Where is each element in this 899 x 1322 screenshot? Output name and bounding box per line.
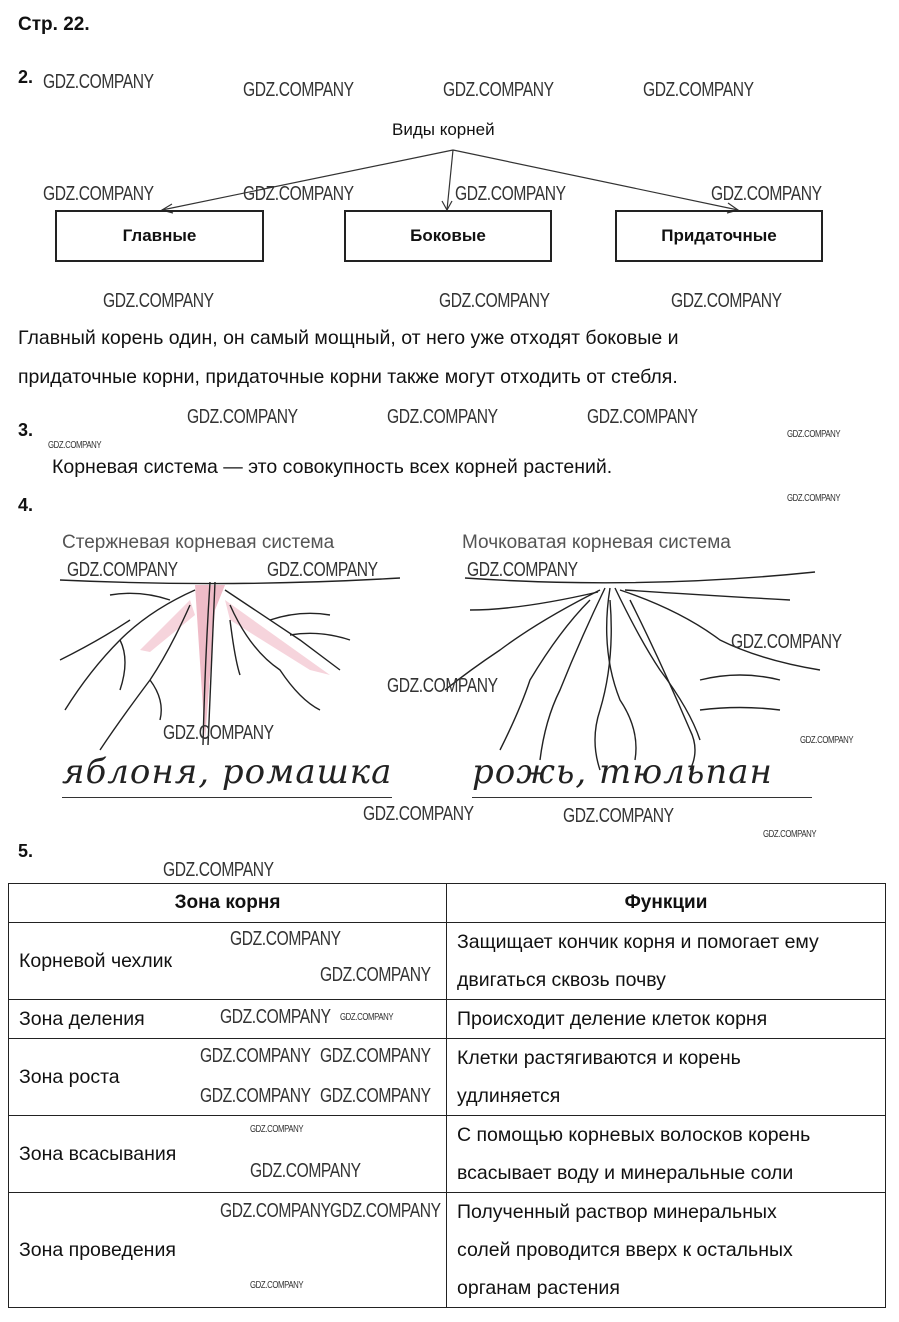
function-line: Происходит деление клеток корня (457, 1008, 768, 1030)
function-cell (447, 1039, 886, 1116)
box-lateral-roots (344, 210, 552, 262)
function-line: двигаться сквозь почву (457, 969, 666, 991)
fibrous-answer: рожь, тюльпан (472, 752, 773, 792)
task2-number: 2. (18, 67, 34, 87)
table-row (9, 923, 886, 1000)
watermark: GDZ.COMPANY (387, 675, 498, 697)
box-label: Боковые (410, 226, 486, 245)
watermark: GDZ.COMPANY (443, 79, 554, 101)
watermark: GDZ.COMPANY (250, 1280, 304, 1291)
table-row (9, 1039, 886, 1116)
page-label: Стр. 22. (18, 14, 90, 35)
function-line: удлиняется (457, 1085, 561, 1107)
watermark: GDZ.COMPANY (267, 559, 378, 581)
function-line: Полученный раствор минеральных (457, 1201, 777, 1223)
watermark: GDZ.COMPANY (800, 735, 854, 746)
watermark: GDZ.COMPANY (163, 859, 274, 881)
function-cell (447, 923, 886, 1000)
watermark: GDZ.COMPANY (320, 1085, 431, 1107)
function-line: С помощью корневых волосков корень (457, 1124, 811, 1146)
box-adventitious-roots (615, 210, 823, 262)
table-row (9, 1000, 886, 1039)
function-line: органам растения (457, 1277, 620, 1299)
box-label: Главные (122, 226, 197, 245)
watermark: GDZ.COMPANY (43, 71, 154, 93)
watermark: GDZ.COMPANY (587, 406, 698, 428)
function-cell (447, 1116, 886, 1193)
zone-cell: Зона всасывания (9, 1116, 447, 1193)
watermark: GDZ.COMPANY (671, 290, 782, 312)
watermark: GDZ.COMPANY (48, 440, 102, 451)
task4-number: 4. (18, 495, 34, 515)
zone-cell: Корневой чехлик (9, 923, 447, 1000)
header-function: Функции (447, 884, 886, 923)
function-line: Защищает кончик корня и помогает ему (457, 931, 819, 953)
watermark: GDZ.COMPANY (220, 1200, 331, 1222)
watermark: GDZ.COMPANY (250, 1124, 304, 1135)
watermark: GDZ.COMPANY (230, 928, 341, 950)
watermark: GDZ.COMPANY (340, 1012, 394, 1023)
task2-text-line: придаточные корни, придаточные корни также могут отходить от стебля. (18, 366, 678, 388)
diagram-title: Виды корней (392, 120, 495, 139)
answer-line (472, 797, 812, 798)
watermark: GDZ.COMPANY (455, 183, 566, 205)
fibrous-drawing (445, 572, 820, 770)
watermark: GDZ.COMPANY (67, 559, 178, 581)
box-main-roots (55, 210, 264, 262)
watermark: GDZ.COMPANY (330, 1200, 441, 1222)
fibrous-title: Мочковатая корневая система (462, 532, 731, 553)
table-row (9, 1193, 886, 1308)
watermark: GDZ.COMPANY (387, 406, 498, 428)
function-line: всасывает воду и минеральные соли (457, 1162, 794, 1184)
function-cell (447, 1000, 886, 1039)
watermark: GDZ.COMPANY (643, 79, 754, 101)
task3-text: Корневая система — это совокупность всех корней растений. (52, 456, 613, 478)
watermark: GDZ.COMPANY (103, 290, 214, 312)
task3-number: 3. (18, 420, 34, 440)
watermark: GDZ.COMPANY (163, 722, 274, 744)
zone-cell: Зона проведения (9, 1193, 447, 1308)
watermark: GDZ.COMPANY (250, 1160, 361, 1182)
root-zones-table (8, 883, 886, 1308)
function-cell (447, 1193, 886, 1308)
header-zone: Зона корня (9, 884, 447, 923)
watermark: GDZ.COMPANY (787, 429, 841, 440)
watermark: GDZ.COMPANY (763, 829, 817, 840)
watermark: GDZ.COMPANY (220, 1006, 331, 1028)
watermark: GDZ.COMPANY (200, 1085, 311, 1107)
watermark: GDZ.COMPANY (43, 183, 154, 205)
watermark: GDZ.COMPANY (731, 631, 842, 653)
box-label: Придаточные (661, 226, 777, 245)
watermark: GDZ.COMPANY (320, 1045, 431, 1067)
watermark: GDZ.COMPANY (439, 290, 550, 312)
watermark: GDZ.COMPANY (563, 805, 674, 827)
answer-line (62, 797, 392, 798)
watermark: GDZ.COMPANY (363, 803, 474, 825)
zone-cell: Зона деления (9, 1000, 447, 1039)
task2-text-line: Главный корень один, он самый мощный, от него уже отходят боковые и (18, 327, 679, 349)
zone-cell: Зона роста (9, 1039, 447, 1116)
function-line: солей проводится вверх к остальных (457, 1239, 793, 1261)
watermark: GDZ.COMPANY (467, 559, 578, 581)
taproot-title: Стержневая корневая система (62, 532, 335, 553)
table-row (9, 1116, 886, 1193)
watermark: GDZ.COMPANY (243, 79, 354, 101)
function-line: Клетки растягиваются и корень (457, 1047, 741, 1069)
watermark: GDZ.COMPANY (787, 493, 841, 504)
watermark: GDZ.COMPANY (243, 183, 354, 205)
taproot-answer: яблоня, ромашка (62, 752, 393, 792)
watermark: GDZ.COMPANY (200, 1045, 311, 1067)
watermark: GDZ.COMPANY (711, 183, 822, 205)
task5-number: 5. (18, 841, 34, 861)
watermark: GDZ.COMPANY (187, 406, 298, 428)
watermark: GDZ.COMPANY (320, 964, 431, 986)
